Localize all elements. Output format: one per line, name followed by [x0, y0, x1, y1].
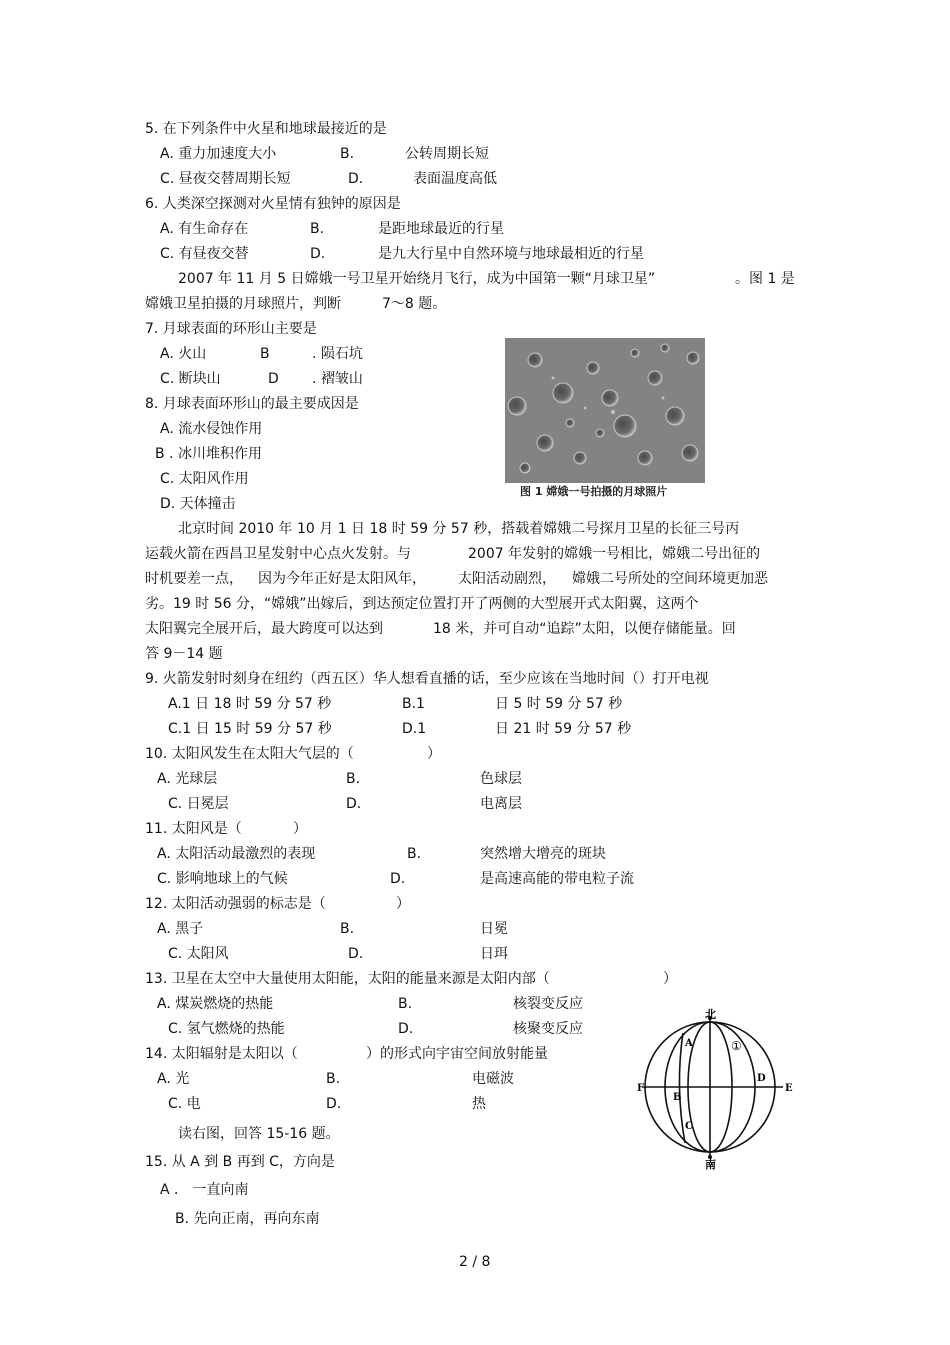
q14-option-b-letter: B.: [326, 1071, 341, 1087]
globe-f-label: F: [637, 1083, 645, 1094]
intro1-line2: 嫦娥卫星拍摄的月球照片，判断: [145, 296, 341, 312]
q5-option-a: A. 重力加速度大小: [160, 146, 277, 162]
q11-option-b: 突然增大增亮的斑块: [480, 846, 606, 862]
q13-stem-end: ）: [663, 971, 677, 987]
intro2-line3a: 时机要差一点，: [145, 571, 243, 587]
q14-option-d: 热: [472, 1096, 486, 1112]
q7-option-c: C. 断块山: [160, 371, 221, 387]
q6-option-c: C. 有昼夜交替: [160, 246, 249, 262]
q10-option-b: 色球层: [480, 771, 522, 787]
q13-option-b: 核裂变反应: [513, 996, 583, 1012]
q11-option-a: A. 太阳活动最激烈的表现: [157, 846, 316, 862]
q9-option-b: 日 5 时 59 分 57 秒: [495, 696, 623, 712]
intro2-line3d: 嫦娥二号所处的空间环境更加恶: [572, 571, 768, 587]
q7-option-b-letter: B: [260, 346, 270, 362]
q14-option-b: 电磁波: [472, 1071, 514, 1087]
q14-option-c: C. 电: [168, 1096, 201, 1112]
moon-photo: [505, 338, 705, 483]
q10-option-a: A. 光球层: [157, 771, 218, 787]
q13-option-d: 核聚变反应: [513, 1021, 583, 1037]
q11-option-d: 是高速高能的带电粒子流: [480, 871, 634, 887]
q12-option-d: 日珥: [480, 946, 508, 962]
q11-option-c: C. 影响地球上的气候: [157, 871, 288, 887]
q12-stem-end: ）: [396, 896, 410, 912]
q12-stem: 12. 太阳活动强弱的标志是（: [145, 896, 326, 912]
intro2-line2b: 2007 年发射的嫦娥一号相比，嫦娥二号出征的: [468, 546, 761, 562]
q11-option-b-letter: B.: [407, 846, 422, 862]
q5-option-c: C. 昼夜交替周期长短: [160, 171, 291, 187]
q13-option-a: A. 煤炭燃烧的热能: [157, 996, 274, 1012]
q5-option-d-letter: D.: [348, 171, 364, 187]
q10-option-c: C. 日冕层: [168, 796, 229, 812]
q11-stem: 11. 太阳风是（: [145, 821, 242, 837]
q13-option-c: C. 氢气燃烧的热能: [168, 1021, 285, 1037]
q9-option-d: 日 21 时 59 分 57 秒: [495, 721, 632, 737]
q5-option-b-letter: B.: [340, 146, 355, 162]
q12-option-c: C. 太阳风: [168, 946, 229, 962]
q6-option-a: A. 有生命存在: [160, 221, 249, 237]
globe-d-label: D: [757, 1073, 766, 1084]
q8-stem: 8. 月球表面环形山的最主要成因是: [145, 396, 359, 412]
globe-diagram: [635, 1005, 795, 1170]
q8-option-c: C. 太阳风作用: [160, 471, 249, 487]
q7-option-b: . 陨石坑: [312, 346, 363, 362]
intro2-line2a: 运载火箭在西昌卫星发射中心点火发射。与: [145, 546, 411, 562]
q9-option-b-letter: B.1: [402, 696, 425, 712]
q9-option-a: A.1 日 18 时 59 分 57 秒: [168, 696, 332, 712]
q7-stem: 7. 月球表面的环形山主要是: [145, 321, 317, 337]
globe-point-1-label: ①: [731, 1039, 742, 1053]
q13-stem: 13. 卫星在太空中大量使用太阳能，太阳的能量来源是太阳内部（: [145, 971, 550, 987]
q6-option-b: 是距地球最近的行星: [378, 221, 504, 237]
intro2-line4: 劣。19 时 56 分，“嫦娥”出嫁后，到达预定位置打开了两侧的大型展开式太阳翼，这两个: [145, 596, 699, 612]
q12-option-d-letter: D.: [348, 946, 364, 962]
q8-option-a: A. 流水侵蚀作用: [160, 421, 263, 437]
intro2-line3b: 因为今年正好是太阳风年，: [258, 571, 426, 587]
intro2-line5b: 18 米，并可自动“追踪”太阳，以便存储能量。回: [433, 621, 736, 637]
q15-option-a: A ． 一直向南: [160, 1182, 249, 1198]
intro2-line5a: 太阳翼完全展开后，最大跨度可以达到: [145, 621, 383, 637]
q6-stem: 6. 人类深空探测对火星情有独钟的原因是: [145, 196, 401, 212]
q8-option-d: D. 天体撞击: [160, 496, 236, 512]
q6-option-d-letter: D.: [310, 246, 326, 262]
q11-stem-end: ）: [293, 821, 307, 837]
q11-option-d-letter: D.: [390, 871, 406, 887]
q9-option-c: C.1 日 15 时 59 分 57 秒: [168, 721, 332, 737]
q9-option-d-letter: D.1: [402, 721, 427, 737]
q14-stem-end: ）的形式向宇宙空间放射能量: [366, 1046, 548, 1062]
q14-option-a: A. 光: [157, 1071, 190, 1087]
q10-stem: 10. 太阳风发生在太阳大气层的（: [145, 746, 354, 762]
q7-option-d: . 褶皱山: [312, 371, 363, 387]
q10-option-d-letter: D.: [346, 796, 362, 812]
q8-option-b: B . 冰川堆积作用: [155, 446, 262, 462]
read-instruction: 读右图，回答 15-16 题。: [178, 1126, 340, 1142]
globe-north-label: 北: [705, 1008, 716, 1021]
q6-option-d: 是九大行星中自然环境与地球最相近的行星: [378, 246, 644, 262]
page-number: 2 / 8: [459, 1254, 491, 1270]
q13-option-d-letter: D.: [398, 1021, 414, 1037]
q13-option-b-letter: B.: [398, 996, 413, 1012]
q6-option-b-letter: B.: [310, 221, 325, 237]
intro1-line2-end: 7～8 题。: [382, 296, 447, 312]
q5-option-d: 表面温度高低: [413, 171, 497, 187]
q15-stem: 15. 从 A 到 B 再到 C，方向是: [145, 1154, 335, 1170]
intro2-line1: 北京时间 2010 年 10 月 1 日 18 时 59 分 57 秒，搭载着嫦娥二号探月卫星的长征三号丙: [178, 521, 740, 537]
q14-option-d-letter: D.: [326, 1096, 342, 1112]
q7-option-d-letter: D: [268, 371, 279, 387]
intro2-line3c: 太阳活动剧烈，: [458, 571, 556, 587]
q12-option-b: 日冕: [480, 921, 508, 937]
q9-stem: 9. 火箭发射时刻身在纽约（西五区）华人想看直播的话，至少应该在当地时间（）打开电视: [145, 671, 709, 687]
q14-stem: 14. 太阳辐射是太阳以（: [145, 1046, 298, 1062]
intro2-line6: 答 9－14 题: [145, 646, 223, 662]
intro1-line1: 2007 年 11 月 5 日嫦娥一号卫星开始绕月飞行，成为中国第一颗“月球卫星”: [178, 271, 656, 287]
q10-option-b-letter: B.: [346, 771, 361, 787]
q7-option-a: A. 火山: [160, 346, 207, 362]
globe-south-label: 南: [705, 1158, 716, 1170]
q12-option-a: A. 黑子: [157, 921, 204, 937]
q5-option-b: 公转周期长短: [405, 146, 489, 162]
q15-option-b: B. 先向正南，再向东南: [175, 1211, 320, 1227]
globe-b-label: B: [673, 1092, 682, 1103]
globe-a-label: A: [685, 1038, 693, 1049]
figure1-caption: 图 1 嫦娥一号拍摄的月球照片: [520, 485, 668, 498]
globe-e-label: E: [785, 1083, 793, 1094]
globe-c-label: C: [685, 1121, 693, 1132]
q12-option-b-letter: B.: [340, 921, 355, 937]
q10-option-d: 电离层: [480, 796, 522, 812]
q5-stem: 5. 在下列条件中火星和地球最接近的是: [145, 121, 387, 137]
q10-stem-end: ）: [427, 746, 441, 762]
intro1-line1-end: 。图 1 是: [735, 271, 795, 287]
